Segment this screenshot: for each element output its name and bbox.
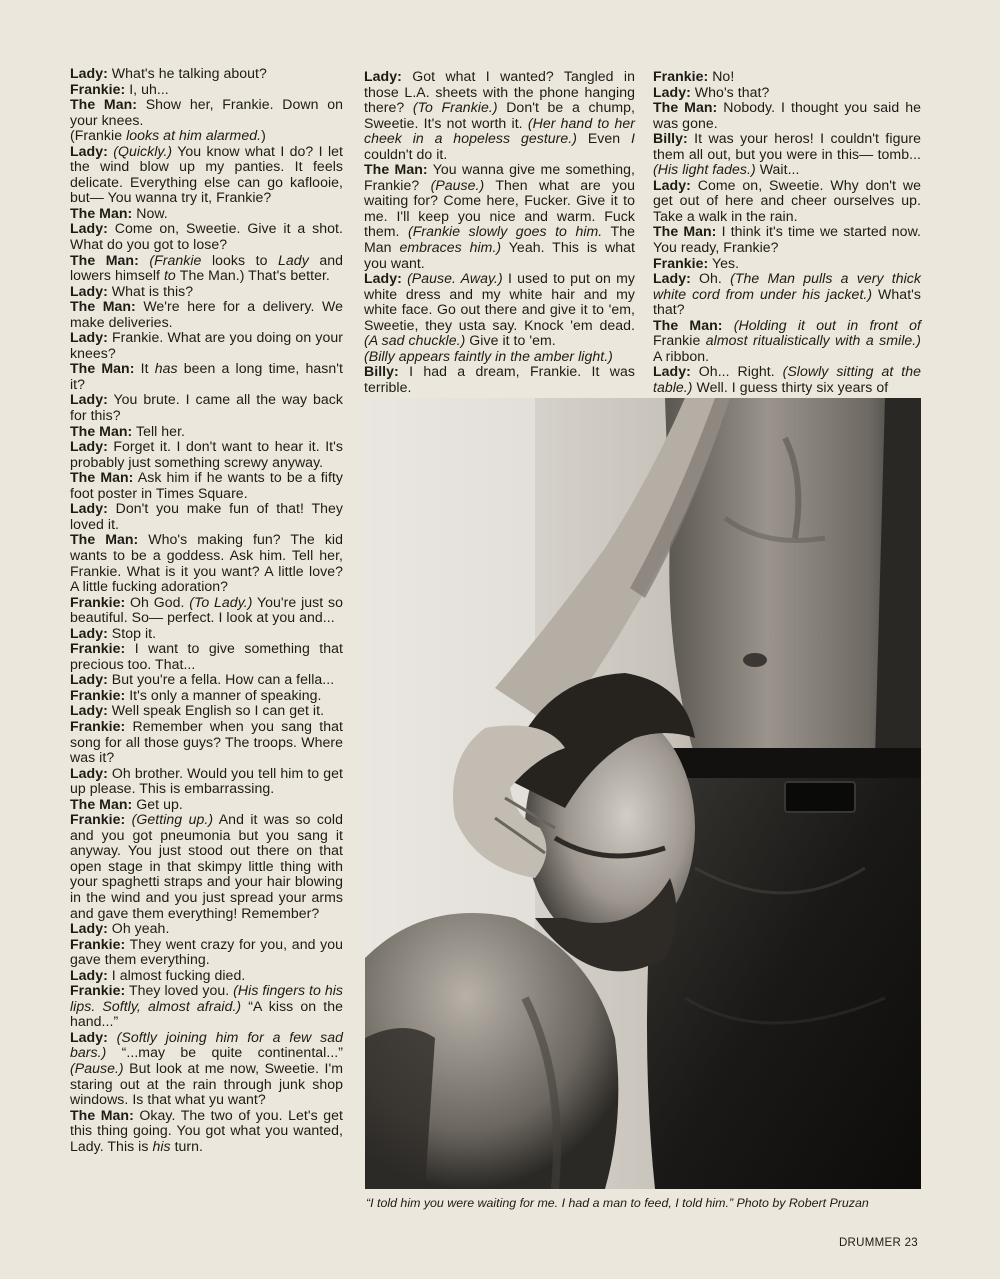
dialogue-line — [70, 424, 343, 440]
stage-direction: Lady — [267, 251, 320, 268]
dialogue-line — [70, 812, 343, 921]
stage-direction: (His fingers to his lips. Softly, almost afraid.) — [70, 982, 343, 1014]
text-column-1 — [70, 66, 343, 1154]
dialogue-line — [70, 595, 343, 626]
dialogue-line — [70, 82, 343, 98]
dialogue-text: Frankie — [653, 332, 706, 349]
speaker-name: Frankie: — [653, 254, 709, 271]
dialogue-line — [364, 271, 635, 349]
speaker-name: Billy: — [653, 130, 688, 147]
stage-direction: (Frankie slowly goes to him. — [408, 223, 603, 240]
dialogue-text: Don't be a chump, Sweetie. It's not worth it. — [364, 99, 635, 131]
dialogue-text: Show her, Frankie. Down on your knees. — [70, 96, 343, 128]
dialogue-text: You wanna give me something, Frankie? — [364, 161, 635, 193]
dialogue-text: Well speak English so I can get it. — [107, 702, 325, 719]
dialogue-line — [70, 284, 343, 300]
dialogue-text: I, uh... — [125, 80, 169, 97]
text-column-3 — [653, 69, 921, 395]
dialogue-text: Forget it. I don't want to hear it. It's probably just something screwy anyway. — [70, 438, 343, 470]
dialogue-line — [364, 162, 635, 271]
dialogue-text — [723, 317, 734, 333]
dialogue-text: Oh... Right. — [690, 363, 783, 380]
dialogue-text: been a long time, hasn't it? — [70, 360, 343, 392]
stage-direction: (Slowly sitting at the table.) — [653, 363, 921, 395]
dialogue-text: turn. — [170, 1137, 204, 1154]
dialogue-line — [70, 253, 343, 284]
dialogue-text: Don't you make fun of that! They loved it. — [70, 500, 343, 532]
dialogue-line — [70, 983, 343, 1030]
dialogue-text: Stop it. — [107, 624, 157, 641]
speaker-name: Frankie: — [70, 811, 126, 828]
dialogue-text: And it was so cold and you got pneumonia but you sang it anyway. You just stood out there on that open stage in that skimpy little thing with your spaghetti straps and your hair blowing in the wind and you just spread your arms and gave them everything! Remember? — [70, 811, 343, 921]
dialogue-line — [653, 364, 921, 395]
dialogue-text: “A kiss on the hand...” — [70, 997, 343, 1030]
dialogue-line — [70, 470, 343, 501]
speaker-name: The Man: — [70, 422, 133, 439]
dialogue-text: The Man.) That's better. — [179, 267, 330, 284]
dialogue-text: Get up. — [132, 795, 183, 812]
dialogue-text: You know what I do? I let the wind blow up my panties. It feels delicate. Everything else can go kaflooie, but— You wanna try it, Frankie? — [70, 142, 344, 206]
black-and-white-photo — [365, 398, 921, 1189]
dialogue-text: We're here for a delivery. We make deliveries. — [70, 298, 343, 330]
dialogue-text: Now. — [132, 204, 168, 221]
dialogue-text: I had a dream, Frankie. It was terrible. — [364, 363, 635, 395]
dialogue-line — [653, 131, 921, 178]
speaker-name: Lady: — [70, 702, 108, 719]
dialogue-line — [70, 330, 343, 361]
dialogue-line — [70, 688, 343, 704]
dialogue-text: But you're a fella. How can a fella... — [107, 671, 335, 688]
stage-direction: his — [152, 1137, 171, 1154]
stage-direction: to — [159, 267, 180, 284]
stage-direction: (Holding it out in front of — [733, 316, 922, 333]
speaker-name: Lady: — [70, 764, 108, 781]
dialogue-line — [70, 221, 343, 252]
speaker-name: Lady: — [70, 438, 108, 455]
speaker-name: Lady: — [70, 1028, 108, 1045]
dialogue-line — [653, 69, 921, 85]
speaker-name: Lady: — [70, 671, 108, 688]
dialogue-text: Yeah. This is what you want. — [364, 239, 635, 271]
dialogue-text: Nobody. I thought you said he was gone. — [653, 99, 921, 131]
dialogue-text: Well. I guess thirty six years of — [692, 378, 889, 395]
speaker-name: Frankie: — [70, 686, 126, 703]
dialogue-line — [653, 318, 921, 365]
dialogue-line — [70, 968, 343, 984]
dialogue-line — [70, 1108, 343, 1155]
dialogue-text: It's only a manner of speaking. — [125, 686, 322, 703]
dialogue-text: What is this? — [107, 282, 194, 299]
dialogue-text: “...may be quite continental...” — [106, 1044, 343, 1061]
dialogue-line — [70, 128, 343, 144]
dialogue-line — [653, 271, 921, 318]
stage-direction: almost ritualistically with a smile.) — [705, 332, 922, 349]
dialogue-text: It — [134, 360, 155, 377]
dialogue-line — [70, 361, 343, 392]
speaker-name: The Man: — [70, 469, 134, 486]
dialogue-line — [70, 626, 343, 642]
dialogue-text: Oh brother. Would you tell him to get up please. This is embarrassing. — [70, 764, 343, 797]
dialogue-text: Come on, Sweetie. Why don't we get out of here and cheer ourselves up. Take a walk in the rain. — [653, 176, 921, 224]
photo-illustration — [365, 398, 921, 1189]
speaker-name: Lady: — [653, 363, 691, 380]
dialogue-text — [139, 252, 150, 268]
speaker-name: Lady: — [653, 176, 691, 193]
dialogue-text: A ribbon. — [653, 347, 710, 364]
dialogue-text: Okay. The two of you. Let's get this thing going. You got what you wanted, Lady. This is — [70, 1106, 343, 1154]
stage-direction: (Softly joining him for a few sad bars.) — [70, 1028, 343, 1061]
dialogue-text: They went crazy for you, and you gave them everything. — [70, 935, 343, 968]
speaker-name: The Man: — [70, 298, 136, 315]
stage-direction: (Pause. Away.) — [407, 270, 503, 287]
speaker-name: Lady: — [364, 270, 402, 287]
stage-direction: embraces him.) — [399, 239, 502, 256]
dialogue-line — [70, 97, 343, 128]
dialogue-line — [70, 501, 343, 532]
speaker-name: The Man: — [364, 161, 428, 178]
speaker-name: Lady: — [70, 282, 108, 299]
dialogue-text: You're just so beautiful. So— perfect. I look at you and... — [70, 593, 343, 626]
text-column-2 — [364, 69, 635, 395]
dialogue-text: They loved you. — [125, 982, 234, 999]
stage-direction: (The Man pulls a very thick white cord from under his jacket.) — [653, 270, 921, 302]
dialogue-text: You brute. I came all the way back for this? — [70, 391, 343, 424]
dialogue-text: Yes. — [708, 254, 740, 271]
dialogue-text: looks to — [211, 251, 268, 268]
stage-direction: looks at him alarmed. — [126, 127, 262, 144]
speaker-name: The Man: — [70, 531, 139, 548]
dialogue-line — [653, 178, 921, 225]
dialogue-line — [364, 69, 635, 162]
stage-direction: (His light fades.) — [653, 161, 756, 178]
stage-direction: (Frankie — [149, 251, 212, 268]
dialogue-text: Come on, Sweetie. Give it a shot. What do you got to lose? — [70, 220, 343, 253]
stage-direction: (Pause.) — [70, 1060, 124, 1076]
speaker-name: Frankie: — [70, 593, 126, 610]
dialogue-line — [70, 144, 343, 206]
speaker-name: The Man: — [70, 204, 133, 221]
speaker-name: Lady: — [70, 391, 108, 408]
stage-direction: (To Frankie.) — [412, 99, 498, 116]
dialogue-text: I want to give something that precious too. That... — [70, 640, 343, 672]
stage-direction: (Pause.) — [430, 176, 485, 193]
stage-direction: (Quickly.) — [113, 142, 173, 159]
speaker-name: Lady: — [653, 83, 691, 100]
dialogue-text: But look at me now, Sweetie. I'm staring out at the rain through junk shop windows. Is that what yu want? — [70, 1060, 343, 1108]
dialogue-line — [70, 392, 343, 423]
speaker-name: Lady: — [70, 500, 108, 517]
dialogue-text: Who's making fun? The kid wants to be a goddess. Ask him. Tell her, Frankie. What is it you want? A little love? A little fucking adoration? — [70, 531, 343, 595]
dialogue-text: Frankie. What are you doing on your knees? — [70, 329, 343, 361]
speaker-name: The Man: — [653, 316, 723, 333]
stage-direction: (Billy appears faintly in the amber light.) — [364, 347, 613, 364]
dialogue-text: Give it to 'em. — [465, 332, 556, 349]
stage-direction: (Her hand to her cheek in a hopeless gesture.) — [364, 114, 635, 147]
dialogue-text: Even — [577, 130, 632, 147]
speaker-name: The Man: — [70, 1106, 134, 1123]
dialogue-line — [70, 766, 343, 797]
dialogue-text: It was your heros! I couldn't figure them all out, but you were in this— tomb... — [653, 130, 921, 162]
dialogue-text — [108, 1029, 117, 1045]
dialogue-text: Then what are you waiting for? Come here, Fucker. Give it to me. I'll keep you nice and warm. Fuck them. — [364, 176, 636, 240]
stage-direction: has — [154, 360, 178, 377]
speaker-name: The Man: — [653, 99, 718, 116]
dialogue-line — [364, 364, 635, 395]
dialogue-text: I almost fucking died. — [107, 966, 246, 983]
dialogue-text: couldn't do it. — [364, 145, 448, 162]
dialogue-line — [70, 439, 343, 470]
dialogue-text: Oh God. — [125, 593, 190, 610]
dialogue-line — [70, 66, 343, 82]
dialogue-line — [70, 1030, 343, 1108]
dialogue-text: Who's that? — [690, 83, 770, 100]
speaker-name: Lady: — [70, 65, 108, 81]
speaker-name: The Man: — [70, 251, 139, 268]
dialogue-text: No! — [708, 68, 735, 84]
speaker-name: Billy: — [364, 363, 399, 380]
speaker-name: Lady: — [70, 329, 108, 346]
speaker-name: Frankie: — [653, 68, 709, 84]
speaker-name: Lady: — [70, 220, 108, 237]
dialogue-line — [70, 921, 343, 937]
dialogue-text: Oh yeah. — [107, 920, 170, 937]
stage-direction: (Getting up.) — [131, 811, 214, 828]
speaker-name: Frankie: — [70, 80, 126, 97]
dialogue-line — [70, 719, 343, 766]
dialogue-line — [70, 299, 343, 330]
dialogue-line — [70, 532, 343, 594]
dialogue-line — [70, 937, 343, 968]
dialogue-text: Tell her. — [132, 422, 185, 439]
dialogue-line — [653, 224, 921, 255]
dialogue-text: and lowers himself — [70, 251, 343, 284]
stage-direction: (To Lady.) — [189, 593, 253, 610]
speaker-name: The Man: — [70, 360, 135, 377]
dialogue-line — [364, 349, 635, 365]
dialogue-line — [70, 703, 343, 719]
dialogue-text: Remember when you sang that song for all those guys? The troops. Where was it? — [70, 717, 343, 766]
speaker-name: Frankie: — [70, 640, 126, 657]
dialogue-line — [653, 256, 921, 272]
dialogue-text: Wait... — [755, 161, 800, 178]
dialogue-text: Ask him if he wants to be a fifty foot poster in Times Square. — [70, 469, 343, 501]
speaker-name: The Man: — [653, 223, 717, 240]
dialogue-line — [653, 85, 921, 101]
speaker-name: Lady: — [364, 68, 402, 84]
photo-caption: “I told him you were waiting for me. I had a man to feed, I told him.” Photo by Robert Pruzan — [366, 1196, 869, 1210]
dialogue-line — [70, 672, 343, 688]
dialogue-line — [70, 797, 343, 813]
dialogue-text: Oh. — [690, 270, 731, 287]
speaker-name: Frankie: — [70, 935, 126, 952]
page-folio: DRUMMER 23 — [838, 1237, 918, 1249]
dialogue-line — [653, 100, 921, 131]
dialogue-text: I used to put on my white dress and my white hair and my white face. Go out there and give it to 'em, Sweetie, they usta say. Knock 'em dead. — [364, 270, 636, 333]
dialogue-text: Got what I wanted? Tangled in those L.A. sheets with the phone hanging there? — [364, 68, 635, 116]
speaker-name: Frankie: — [70, 982, 126, 999]
dialogue-text: What's that? — [653, 285, 921, 318]
speaker-name: The Man: — [70, 795, 133, 812]
speaker-name: Lady: — [653, 270, 691, 287]
dialogue-text: What's he talking about? — [107, 65, 267, 81]
speaker-name: Lady: — [70, 142, 108, 159]
dialogue-line — [70, 206, 343, 222]
stage-direction: I — [631, 130, 635, 147]
speaker-name: Lady: — [70, 966, 108, 983]
dialogue-line — [70, 641, 343, 672]
speaker-name: The Man: — [70, 96, 137, 113]
speaker-name: Lady: — [70, 624, 108, 641]
speaker-name: Lady: — [70, 920, 108, 937]
dialogue-text: ) — [261, 127, 266, 144]
dialogue-text: I think it's time we started now. You ready, Frankie? — [653, 223, 921, 256]
dialogue-text: (Frankie — [70, 127, 127, 144]
dialogue-text: The Man — [364, 223, 635, 256]
stage-direction: (A sad chuckle.) — [364, 332, 466, 349]
speaker-name: Frankie: — [70, 717, 126, 734]
